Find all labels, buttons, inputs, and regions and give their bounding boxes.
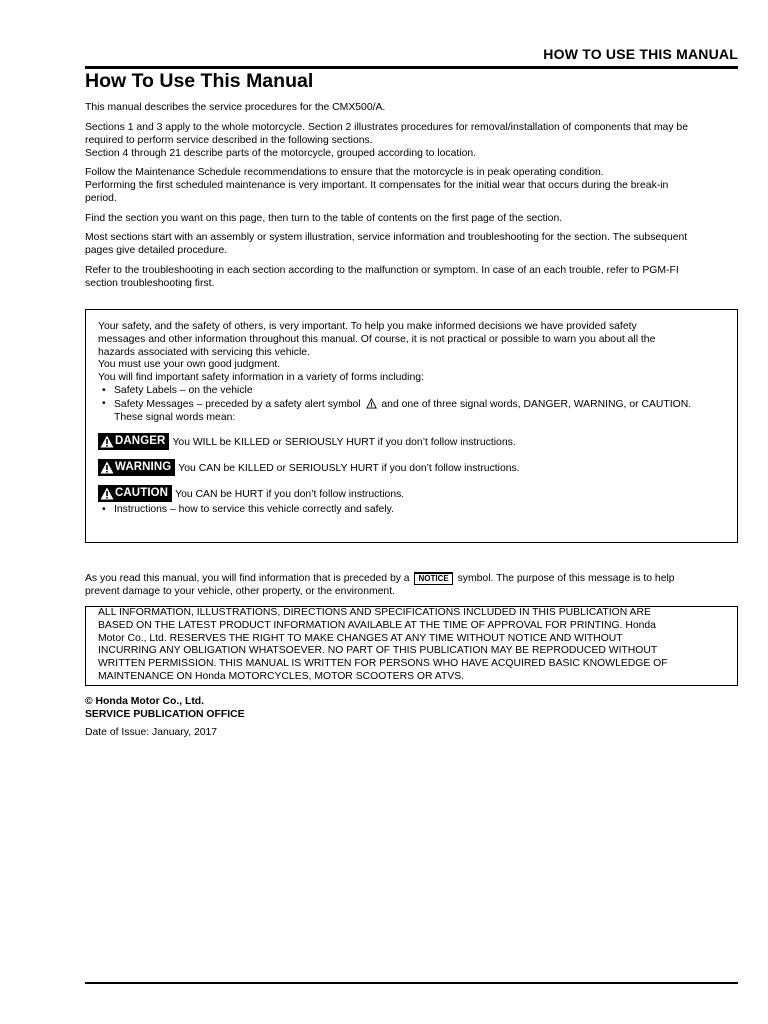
manual-page	[85, 0, 738, 1024]
intro-line: Most sections start with an assembly or system illustration, service information and troubleshooting for the section. The subsequent	[85, 232, 688, 243]
legal-line: Motor Co., Ltd. RESERVES THE RIGHT TO MAKE CHANGES AT ANY TIME WITHOUT NOTICE AND WITHOUT	[98, 632, 623, 644]
list-item-text: Safety Messages – preceded by a safety alert symbol	[114, 398, 361, 410]
safety-line: messages and other information throughout this manual. Of course, it is not practical or possible to warn you about all the	[98, 333, 656, 345]
caution-badge	[98, 485, 172, 502]
list-item-text: Safety Labels – on the vehicle	[114, 384, 253, 396]
legal-line: BASED ON THE LATEST PRODUCT INFORMATION AVAILABLE AT THE TIME OF APPROVAL FOR PRINTING. Honda	[98, 619, 656, 631]
safety-line: Your safety, and the safety of others, is very important. To help you make informed decisions we have provided safety	[98, 321, 637, 332]
intro-paragraph-2	[85, 121, 738, 160]
intro-section	[85, 101, 738, 296]
caution-row	[98, 480, 725, 506]
intro-paragraph-3	[85, 166, 738, 205]
instructions-list	[98, 504, 725, 517]
legal-disclaimer-box	[85, 606, 738, 686]
safety-line: You must use your own good judgment.	[98, 359, 281, 371]
intro-paragraph-6	[85, 264, 738, 290]
safety-information-box	[85, 309, 738, 543]
warning-triangle-icon	[100, 461, 114, 474]
intro-line: Follow the Maintenance Schedule recommendations to ensure that the motorcycle is in peak operating condition.	[85, 167, 604, 178]
header-rule	[85, 66, 738, 69]
danger-row	[98, 428, 725, 454]
intro-line: Section 4 through 21 describe parts of the motorcycle, grouped according to location.	[85, 147, 477, 159]
danger-text: You WILL be KILLED or SERIOUSLY HURT if you don’t follow instructions.	[172, 436, 516, 448]
intro-paragraph-4	[85, 212, 738, 225]
caution-label: CAUTION	[115, 486, 169, 499]
publication-office: SERVICE PUBLICATION OFFICE	[85, 709, 245, 720]
list-item-text: and one of three signal words, DANGER, WARNING, or CAUTION.	[381, 398, 692, 410]
intro-paragraph-5	[85, 231, 738, 257]
safety-line: You will find important safety information in a variety of forms including:	[98, 372, 424, 384]
safety-alert-icon	[366, 398, 377, 409]
warning-triangle-icon	[100, 435, 114, 448]
intro-line: Find the section you want on this page, then turn to the table of contents on the first page of the section.	[85, 212, 563, 224]
list-item	[98, 504, 725, 517]
intro-line: Refer to the troubleshooting in each section according to the malfunction or symptom. In case of an each trouble, refer to PGM-FI	[85, 264, 679, 276]
notice-paragraph	[85, 572, 738, 598]
list-item	[98, 398, 725, 425]
issue-date: Date of Issue: January, 2017	[85, 727, 218, 738]
copyright-block	[85, 695, 245, 721]
intro-line: Performing the first scheduled maintenance is very important. It compensates for the initial wear that occurs during the break-in	[85, 180, 669, 191]
intro-line: required to perform service described in the following sections.	[85, 134, 373, 146]
page-title: How To Use This Manual	[85, 70, 314, 92]
safety-forms-list	[98, 385, 725, 424]
list-item-text: These signal words mean:	[114, 411, 236, 423]
running-header: HOW TO USE THIS MANUAL	[543, 46, 738, 62]
safety-line: hazards associated with servicing this vehicle.	[98, 346, 310, 358]
legal-line: MAINTENANCE ON Honda MOTORCYCLES, MOTOR SCOOTERS OR ATVS.	[98, 670, 465, 682]
legal-line: WRITTEN PERMISSION. THIS MANUAL IS WRITTEN FOR PERSONS WHO HAVE ACQUIRED BASIC KNOWLEDGE OF	[98, 658, 668, 670]
copyright-text: © Honda Motor Co., Ltd.	[85, 696, 205, 707]
intro-line: pages give detailed procedure.	[85, 245, 228, 256]
footer-rule	[85, 982, 738, 984]
warning-badge	[98, 459, 175, 476]
notice-text: symbol. The purpose of this message is to help	[457, 573, 675, 584]
intro-line: period.	[85, 193, 117, 204]
legal-line: INCURRING ANY OBLIGATION WHATSOEVER. NO PART OF THIS PUBLICATION MAY BE REPRODUCED WITHOUT	[98, 645, 658, 657]
notice-badge: NOTICE	[414, 572, 452, 585]
intro-line: Sections 1 and 3 apply to the whole motorcycle. Section 2 illustrates procedures for removal/installation of components that may be	[85, 121, 688, 133]
legal-line: ALL INFORMATION, ILLUSTRATIONS, DIRECTIONS AND SPECIFICATIONS INCLUDED IN THIS PUBLICATION ARE	[98, 607, 651, 618]
notice-text: As you read this manual, you will find information that is preceded by a	[85, 573, 410, 584]
intro-line: This manual describes the service procedures for the CMX500/A.	[85, 102, 386, 113]
caution-text: You CAN be HURT if you don’t follow instructions.	[175, 488, 405, 500]
warning-label: WARNING	[115, 460, 172, 473]
intro-line: section troubleshooting first.	[85, 277, 215, 289]
warning-text: You CAN be KILLED or SERIOUSLY HURT if you don’t follow instructions.	[178, 462, 520, 474]
warning-row	[98, 454, 725, 480]
danger-label: DANGER	[115, 434, 166, 447]
danger-badge	[98, 433, 169, 450]
list-item	[98, 385, 725, 398]
notice-text: prevent damage to your vehicle, other property, or the environment.	[85, 586, 395, 597]
intro-paragraph-1	[85, 101, 738, 114]
list-item-text: Instructions – how to service this vehicle correctly and safely.	[114, 504, 394, 516]
warning-triangle-icon	[100, 487, 114, 500]
